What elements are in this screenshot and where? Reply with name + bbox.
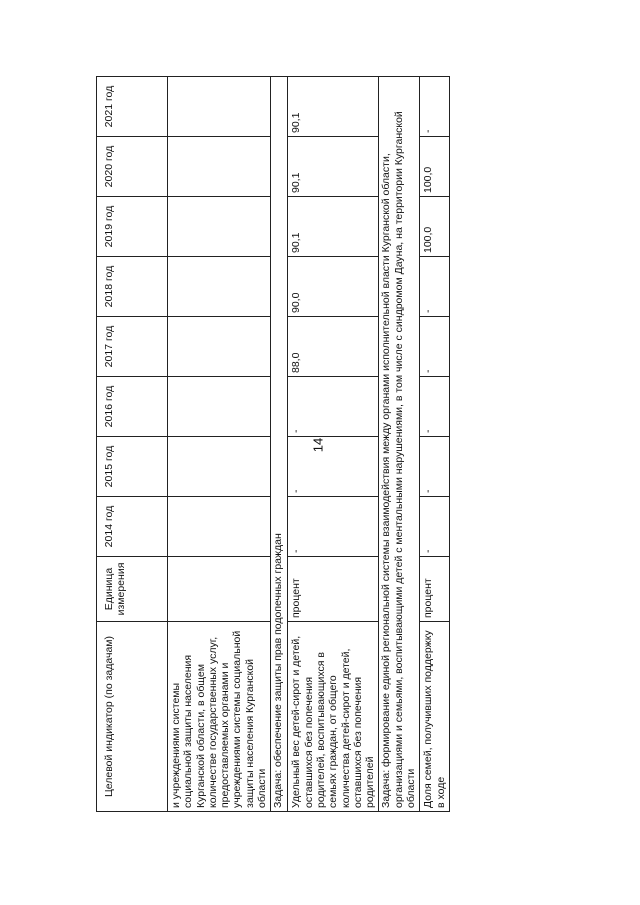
value-cell: - [420, 317, 450, 377]
value-cell: процент [288, 557, 379, 622]
value-cell [168, 197, 271, 257]
header-unit: Единица измерения [97, 557, 168, 622]
value-cell [168, 377, 271, 437]
value-cell: - [420, 77, 450, 137]
value-cell: 90,1 [288, 137, 379, 197]
header-year-2015: 2015 год [97, 437, 168, 497]
value-cell [168, 257, 271, 317]
task-heading: Задача: обеспечение защиты прав подопечных граждан [271, 77, 288, 812]
indicator-cell: Удельный вес детей-сирот и детей, оставшихся без попечения родителей, воспитывающихся в семьях граждан, от общего количества детей-сирот и детей, оставшихся без попечения родителей [288, 622, 379, 812]
value-cell: - [420, 377, 450, 437]
value-cell: 90,1 [288, 197, 379, 257]
task-row [379, 77, 420, 812]
header-year-2017: 2017 год [97, 317, 168, 377]
page-number: 14 [310, 437, 326, 453]
value-cell [168, 437, 271, 497]
value-cell: - [288, 377, 379, 437]
value-cell [168, 317, 271, 377]
value-cell: - [288, 497, 379, 557]
value-cell: 100,0 [420, 137, 450, 197]
rotated-table-area [96, 77, 572, 812]
table-row [288, 77, 379, 812]
value-cell: - [288, 437, 379, 497]
header-year-2021: 2021 год [97, 77, 168, 137]
value-cell [168, 77, 271, 137]
value-cell: 90,0 [288, 257, 379, 317]
value-cell: - [420, 257, 450, 317]
value-cell: 100,0 [420, 197, 450, 257]
header-year-2014: 2014 год [97, 497, 168, 557]
value-cell [168, 557, 271, 622]
header-year-2019: 2019 год [97, 197, 168, 257]
value-cell: 88,0 [288, 317, 379, 377]
value-cell: процент [420, 557, 450, 622]
value-cell [168, 497, 271, 557]
header-row [97, 77, 168, 812]
indicator-cell: Доля семей, получивших поддержку в ходе [420, 622, 450, 812]
value-cell [168, 137, 271, 197]
header-year-2016: 2016 год [97, 377, 168, 437]
table-row [168, 77, 271, 812]
header-year-2018: 2018 год [97, 257, 168, 317]
value-cell: - [420, 437, 450, 497]
task-heading: Задача: формирование единой региональной системы взаимодействия между органами исполнительной власти Курганской области, организациями и семьями, воспитывающими детей с ментальными нарушениями, в том числе с синдромом Дауна, на территории Курганской области [379, 77, 420, 812]
task-row [271, 77, 288, 812]
header-indicator: Целевой индикатор (по задачам) [97, 622, 168, 812]
indicator-cell: и учреждениями системы социальной защиты населения Курганской области, в общем количестве государственных услуг, предоставляемых органами и учреждениями системы социальной защиты населения Курганской области [168, 622, 271, 812]
value-cell: - [420, 497, 450, 557]
indicators-table [96, 76, 450, 812]
value-cell: 90,1 [288, 77, 379, 137]
table-row [420, 77, 450, 812]
header-year-2020: 2020 год [97, 137, 168, 197]
